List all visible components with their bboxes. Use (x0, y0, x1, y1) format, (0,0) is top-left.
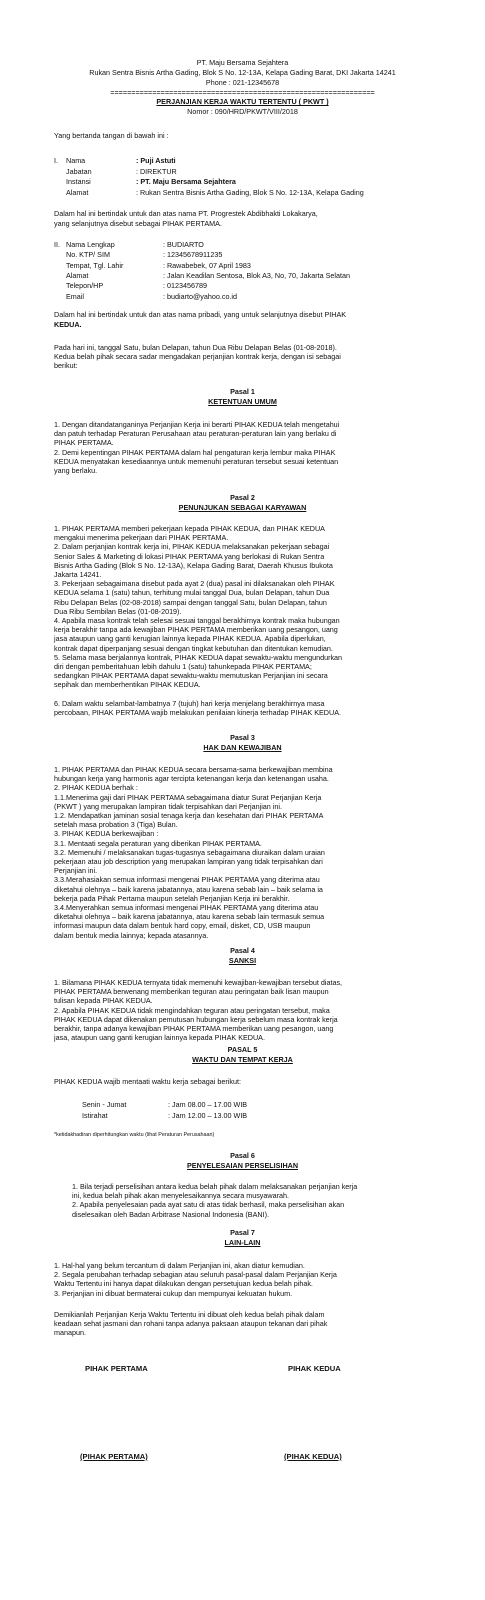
pasal3-number: Pasal 3 (230, 733, 255, 742)
party2-value: : 12345678911235 (163, 250, 223, 260)
pasal3-line: 3.4.Menyerahkan semua informasi mengenai PIHAK PERTAMA yang diterima atau (54, 903, 319, 912)
pasal4-line: 2. Apabila PIHAK KEDUA tidak mengindahkan teguran atau peringatan tersebut, maka (54, 1005, 330, 1015)
party1-label: Instansi (66, 177, 91, 186)
party2-label: Nama Lengkap (66, 240, 115, 249)
pasal2-line: KEDUA selama 1 (satu) tahun, terhitung mulai tanggal Dua, bulan Delapan, tahun Dua (54, 588, 330, 598)
signature-left-name: (PIHAK PERTAMA) (80, 1452, 148, 1461)
party2-closing: KEDUA. (54, 320, 82, 329)
party2-value: : Jalan Keadilan Sentosa, Blok A3, No, 70, Jakarta Selatan (163, 270, 350, 280)
party2-number: II. (54, 240, 60, 249)
work-hours-label: Senin - Jumat (82, 1100, 127, 1109)
party2-value: : Rawabebek, 07 April 1983 (163, 260, 251, 270)
work-hours-label: Istirahat (82, 1110, 108, 1120)
party2-label: No. KTP/ SIM (66, 250, 110, 260)
pasal3-line: 3. PIHAK KEDUA berkewajiban : (54, 829, 159, 839)
pasal3-line: 3.1. Mentaati segala peraturan yang diberikan PIHAK PERTAMA. (54, 838, 262, 848)
pasal1-line: PIHAK PERTAMA. (54, 438, 114, 448)
pasal4-title: SANKSI (228, 956, 257, 965)
signature-right-title: PIHAK KEDUA (288, 1364, 341, 1373)
work-hours-value: : Jam 12.00 – 13.00 WIB (168, 1110, 248, 1120)
party2-label: Tempat, Tgl. Lahir (66, 260, 124, 270)
header-rule: =============================================================== (110, 88, 375, 97)
pasal7-number: Pasal 7 (230, 1228, 255, 1237)
party2-label: Alamat (66, 270, 89, 280)
pasal1-line: yang berlaku. (54, 466, 98, 475)
pasal3-line: bekerja pada Pihak Pertama maupun setelah Perjanjian Kerja ini berakhir. (54, 893, 290, 903)
party2-value: : budiarto@yahoo.co.id (163, 291, 238, 301)
pasal2-line: sepihak dan memberhentikan PIHAK KEDUA. (54, 680, 201, 690)
pasal6-line: 1. Bila terjadi perselisihan antara kedua belah pihak dalam melaksanakan perjanjian kerja (72, 1182, 358, 1191)
pasal2-title: PENUNJUKAN SEBAGAI KARYAWAN (178, 503, 307, 512)
pasal3-line: Perjanjian ini. (54, 866, 98, 876)
pasal2-line: Bisnis Artha Gading (Blok S No. 12-13A), Kelapa Gading Barat, Daerah Khusus Ibukota (54, 560, 333, 570)
pasal2-line: 2. Dalam perjanjian kontrak kerja ini, PIHAK KEDUA melaksanakan pekerjaan sebagai (54, 542, 330, 552)
pasal4-number: Pasal 4 (230, 946, 255, 955)
document-number: Nomor : 090/HRD/PKWT/VIII/2018 (187, 107, 298, 116)
closing-line: manapun. (54, 1328, 86, 1338)
pasal3-line: (PKWT ) yang merupakan lampiran tidak terpisahkan dari Perjanjian ini. (54, 801, 282, 811)
pasal1-title: KETENTUAN UMUM (208, 397, 277, 406)
signature-right-name: (PIHAK KEDUA) (284, 1452, 342, 1461)
pasal2-line: percobaan, PIHAK PERTAMA wajib melakukan penilaian kinerja terhadap PIHAK KEDUA. (54, 708, 341, 717)
pasal1-number: Pasal 1 (230, 387, 255, 396)
pasal6-line: diselesaikan oleh Badan Arbitrase Nasional Indonesia (BANI). (72, 1209, 269, 1219)
pasal2-line: 4. Apabila masa kontrak telah selesai sesuai tanggal berakhirnya kontrak maka hubungan (54, 616, 340, 625)
party2-label: Telepon/HP (66, 281, 104, 291)
party1-value: : Puji Astuti (136, 156, 176, 165)
pasal3-line: 2. PIHAK KEDUA berhak : (54, 783, 138, 793)
pasal6-line: ini, kedua belah pihak akan menyelesaikannya secara musyawarah. (72, 1191, 289, 1201)
pasal6-number: Pasal 6 (230, 1151, 255, 1160)
pasal3-line: 1. PIHAK PERTAMA dan PIHAK KEDUA secara bersama-sama berkewajiban membina (54, 765, 333, 774)
pasal3-line: setelah masa probation 3 (Tiga) Bulan. (54, 820, 178, 830)
signature-left-title: PIHAK PERTAMA (85, 1364, 148, 1373)
party1-label: Jabatan (66, 166, 92, 176)
pasal4-line: jasa, ataupun uang ganti kerugian lainnya kepada PIHAK KEDUA. (54, 1033, 265, 1043)
party2-value: : BUDIARTO (163, 240, 204, 249)
pasal1-line: 1. Dengan ditandatanganinya Perjanjian Kerja ini berarti PIHAK KEDUA telah mengetahui (54, 420, 340, 429)
pasal3-line: 1.1.Menerima gaji dari PIHAK PERTAMA sebagaimana diatur Surat Perjanjian Kerja (54, 792, 322, 802)
pasal4-line: PIHAK KEDUA dapat dikenakan pemutusan hubungan kerja sebelum masa kontrak kerja (54, 1014, 338, 1024)
pasal6-line: 2. Apabila penyelesaian pada ayat satu di atas tidak berhasil, maka perselisihan akan (72, 1200, 345, 1210)
closing-line: keadaan sehat jasmani dan rohani tanpa adanya paksaan ataupun tekanan dari pihak (54, 1319, 328, 1329)
party1-value: : PT. Maju Bersama Sejahtera (136, 177, 236, 186)
pasal2-line: kontrak dapat diperpanjang sesuai dengan tingkat kebutuhan dan ditentukan kemudian. (54, 643, 333, 653)
party1-closing: Dalam hal ini bertindak untuk dan atas nama PT. Progrestek Abdibhakti Lokakarya, (54, 209, 318, 218)
party1-label: Nama (66, 156, 86, 165)
party1-number: I. (54, 156, 58, 165)
party1-value: : Rukan Sentra Bisnis Artha Gading, Blok S No. 12-13A, Kelapa Gading (136, 187, 364, 197)
pasal2-line: 3. Pekerjaan sebagaimana disebut pada ayat 2 (dua) pasal ini dilaksanakan oleh PIHAK (54, 579, 335, 589)
pasal2-line: mengakui menerima pekerjaan dari PIHAK PERTAMA. (54, 533, 229, 543)
pasal2-line: jasa ataupun uang ganti kerugian lainnya kepada PIHAK KEDUA. Apabila diperlukan, (54, 634, 326, 644)
opening-line: Pada hari ini, tanggal Satu, bulan Delapan, tahun Dua Ribu Delapan Belas (01-08-2018). (54, 343, 337, 352)
pasal7-title: LAIN-LAIN (224, 1238, 261, 1247)
party2-label: Email (66, 291, 84, 301)
pasal2-line: sedangkan PIHAK PERTAMA dapat sewaktu-waktu memutuskan Perjanjian ini secara (54, 671, 328, 681)
pasal2-line: 1. PIHAK PERTAMA memberi pekerjaan kepada PIHAK KEDUA, dan PIHAK KEDUA (54, 524, 325, 533)
pasal7-line: 2. Segala perubahan terhadap sebagian atau seluruh pasal-pasal dalam Perjanjian Kerja (54, 1270, 337, 1280)
pasal3-line: 1.2. Mendapatkan jaminan sosial tenaga kerja dan kesehatan dari PIHAK PERTAMA (54, 811, 324, 820)
pasal3-title: HAK DAN KEWAJIBAN (203, 743, 282, 752)
pasal7-line: Waktu Tertentu ini hanya dapat dilakukan dengan persetujuan kedua belah pihak. (54, 1279, 313, 1289)
party1-closing: yang selanjutnya disebut sebagai PIHAK PERTAMA. (54, 219, 222, 228)
pasal2-line: diri dengan pemberitahuan lebih dahulu 1 (satu) tahunkepada PIHAK PERTAMA; (54, 662, 312, 671)
party1-value: : DIREKTUR (136, 166, 177, 176)
pasal2-line: Jakarta 14241. (54, 570, 102, 579)
party2-closing: Dalam hal ini bertindak untuk dan atas nama pribadi, yang untuk selanjutnya disebut PIHAK (54, 310, 347, 319)
pasal2-line: Ribu Delapan Belas (02-08-2018) sampai dengan tanggal Satu, bulan Delapan, tahun (54, 597, 327, 607)
pasal1-line: KEDUA menyatakan kesediaannya untuk memenuhi peraturan tersebut sesuai ketentuan (54, 456, 339, 466)
pasal2-line: 5. Selama masa berjalannya kontrak, PIHAK KEDUA dapat sewaktu-waktu mengundurkan (54, 652, 343, 662)
pasal4-line: berakhir, tanpa adanya kewajiban PIHAK PERTAMA memberikan uang pesangon, uang (54, 1024, 334, 1033)
work-hours-value: : Jam 08.00 – 17.00 WIB (168, 1100, 248, 1109)
opening-line: Kedua belah pihak secara sadar mengadakan perjanjian kontrak kerja, dengan isi sebagai (54, 352, 341, 362)
pasal3-line: 3.2. Memenuhi / melaksanakan tugas-tugasnya sebagaimana diuraikan dalam uraian (54, 847, 325, 857)
pasal1-line: dan patuh terhadap Peraturan Perusahaan atau peraturan-peraturan lain yang berlaku di (54, 429, 337, 439)
pasal5-number: PASAL 5 (227, 1045, 258, 1054)
party2-value: : 0123456789 (163, 281, 207, 291)
pasal7-line: 1. Hal-hal yang belum tercantum di dalam Perjanjian ini, akan diatur kemudian. (54, 1261, 305, 1270)
pasal3-line: diketahui olehnya – baik karena jabatannya, atau karena sebab lain – baik selama ia (54, 884, 323, 894)
pasal2-line: kerja berakhir tanpa ada kewajiban PIHAK PERTAMA memberikan uang pesangon, uang (54, 625, 338, 635)
pasal2-line: Senior Sales & Marketing di lokasi PIHAK PERTAMA yang berlokasi di Rukan Sentra (54, 551, 325, 561)
pasal3-line: pekerjaan atau job description yang merupakan lampiran yang tidak terpisahkan dari (54, 857, 323, 866)
pasal3-line: hubungan kerja yang harmonis agar tercipta ketenangan kerja dan ketenangan usaha. (54, 774, 329, 784)
company-phone: Phone : 021-12345678 (205, 78, 280, 87)
pasal2-line: Dua Ribu Sembilan Belas (01-08-2019). (54, 606, 182, 616)
pasal4-line: tulisan kepada PIHAK KEDUA. (54, 996, 153, 1006)
closing-line: Demikianlah Perjanjian Kerja Waktu Tertentu ini dibuat oleh kedua belah pihak dalam (54, 1310, 325, 1319)
pasal7-line: 3. Perjanjian ini dibuat bermaterai cukup dan mempunyai kekuatan hukum. (54, 1288, 293, 1298)
pasal4-line: PIHAK PERTAMA berwenang memberikan teguran atau peringatan baik lisan maupun (54, 987, 329, 997)
pasal5-intro: PIHAK KEDUA wajib mentaati waktu kerja sebagai berikut: (54, 1077, 241, 1086)
pasal6-title: PENYELESAIAN PERSELISIHAN (186, 1161, 299, 1170)
document-title: PERJANJIAN KERJA WAKTU TERTENTU ( PKWT ) (156, 97, 329, 106)
party1-label: Alamat (66, 187, 89, 197)
pasal5-note: *ketidakhadiran diperhitungkan waktu (lihat Peraturan Perusahaan) (54, 1132, 215, 1138)
company-address: Rukan Sentra Bisnis Artha Gading, Blok S No. 12-13A, Kelapa Gading Barat, DKI Jakarta 14241 (89, 68, 396, 77)
pasal2-number: Pasal 2 (230, 493, 255, 502)
intro-text: Yang bertanda tangan di bawah ini : (54, 131, 169, 140)
pasal2-line: 6. Dalam waktu selambat-lambatnya 7 (tujuh) hari kerja menjelang berakhirnya masa (54, 698, 325, 708)
pasal5-title: WAKTU DAN TEMPAT KERJA (192, 1055, 293, 1064)
pasal3-line: informasi maupun data dalam bentuk hard copy, email, disket, CD, USB maupun (54, 921, 311, 931)
pasal3-line: dalam bentuk media lainnya; kepada atasannya. (54, 930, 209, 940)
pasal1-line: 2. Demi kepentingan PIHAK PERTAMA dalam hal pengaturan kerja lembur maka PIHAK (54, 447, 336, 457)
pasal4-line: 1. Bilamana PIHAK KEDUA ternyata tidak memenuhi kewajiban-kewajiban tersebut diatas, (54, 978, 343, 987)
company-name: PT. Maju Bersama Sejahtera (196, 58, 289, 67)
opening-line: berikut: (54, 361, 78, 371)
pasal3-line: 3.3.Merahasiakan semua informasi mengenai PIHAK PERTAMA yang diterima atau (54, 875, 320, 885)
pasal3-line: diketahui olehnya – baik karena jabatannya, atau karena sebab lain termasuk semua (54, 912, 325, 922)
